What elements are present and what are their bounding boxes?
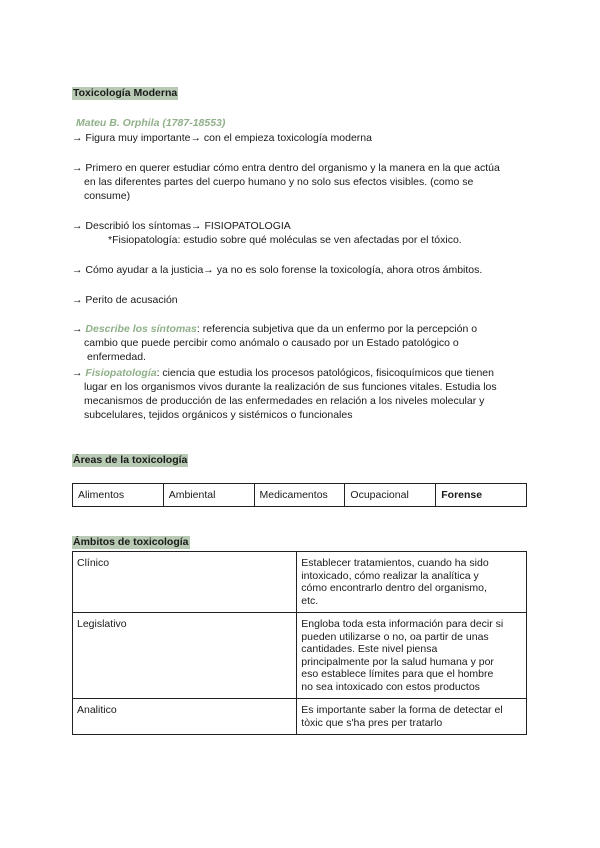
description-line: pueden utilizarse o no, oa partir de unas [301,630,489,643]
paragraph-line [72,366,532,380]
description-line: cómo encontrarlo dentro del organismo, [301,582,487,594]
paragraph-line: mecanismos de producción de las enfermedades en relación a los niveles molecular y [84,395,485,407]
highlighted-term: Fisiopatología [85,367,157,379]
areas-table [72,483,527,507]
table-row [73,552,527,613]
ambito-description [297,699,527,735]
term-definition: : ciencia que estudia los procesos patológicos, fisicoquímicos que tienen [156,367,494,379]
paragraph-line: → Describió los síntomas→ FISIOPATOLOGIA [72,220,291,232]
table-cell: Medicamentos [254,484,345,507]
table-row [73,613,527,699]
paragraph-3 [72,219,532,247]
highlighted-term: Describe los síntomas [85,323,197,335]
paragraph-line: lugar en los organismos vivos durante la realización de sus funciones vitales. Estudia los [84,381,497,393]
paragraph-line: cambio que puede percibir como anómalo o causado por un Estado patológico o [84,337,459,349]
arrow-glyph: → [72,323,86,335]
paragraph-2 [72,161,532,203]
description-line: eso establece límites para que el hombre [301,668,494,680]
paragraph-line: → Cómo ayudar a la justicia→ ya no es solo forense la toxicología, ahora otros ámbitos. [72,264,483,276]
table-cell: Alimentos [73,484,164,507]
ambito-name: Analitico [73,699,297,735]
description-line: intoxicado, cómo realizar la analítica y [301,569,479,582]
description-line: cantidades. Este nivel piensa [301,643,438,655]
table-cell: Forense [436,484,527,507]
description-line: Engloba toda esta información para decir si [301,618,504,630]
footnote-line: *Fisiopatología: estudio sobre qué moléculas se ven afectadas por el tóxico. [108,234,462,246]
term-definition: : referencia subjetiva que da un enfermo por la percepción o [196,323,478,335]
author-line: Mateu B. Orphila (1787-18553) [76,117,226,129]
description-line: tòxic que s'ha pres per tratarlo [301,716,443,729]
paragraph-1 [72,131,532,145]
paragraph-line: en las diferentes partes del cuerpo humano y no solo sus efectos visibles. (como se [84,176,474,188]
paragraph-line: → Perito de acusación [72,294,178,306]
description-line: no sea intoxicado con estos productos [301,680,480,693]
description-line: Establecer tratamientos, cuando ha sido [301,557,489,569]
table-cell: Ambiental [163,484,254,507]
ambitos-table [72,551,527,735]
paragraph-line: → Primero en querer estudiar cómo entra dentro del organismo y la manera en la que actúa [72,162,500,174]
paragraph-4 [72,263,532,277]
ambitos-heading: Ámbitos de toxicología [73,536,189,548]
paragraph-line [72,322,532,336]
ambito-description [297,613,527,699]
table-row [73,484,527,507]
areas-heading: Áreas de la toxicología [73,454,188,466]
paragraph-5 [72,293,532,307]
description-line: Es importante saber la forma de detectar el [301,704,503,716]
paragraph-line: → Figura muy importante→ con el empieza toxicología moderna [72,132,372,144]
ambito-description [297,552,527,613]
page-title: Toxicología Moderna [73,87,178,99]
ambito-name: Legislativo [73,613,297,699]
paragraph-line: consume) [84,190,131,202]
description-line: etc. [301,594,319,607]
table-row [73,699,527,735]
paragraph-7 [72,366,532,422]
ambito-name: Clínico [73,552,297,613]
table-cell: Ocupacional [345,484,436,507]
paragraph-6 [72,322,532,364]
paragraph-line: enfermedad. [87,351,146,363]
arrow-glyph: → [72,367,86,379]
paragraph-line: subcelulares, tejidos orgánicos y sistémicos o funcionales [84,409,353,421]
description-line: principalmente por la salud humana y por [301,655,494,668]
